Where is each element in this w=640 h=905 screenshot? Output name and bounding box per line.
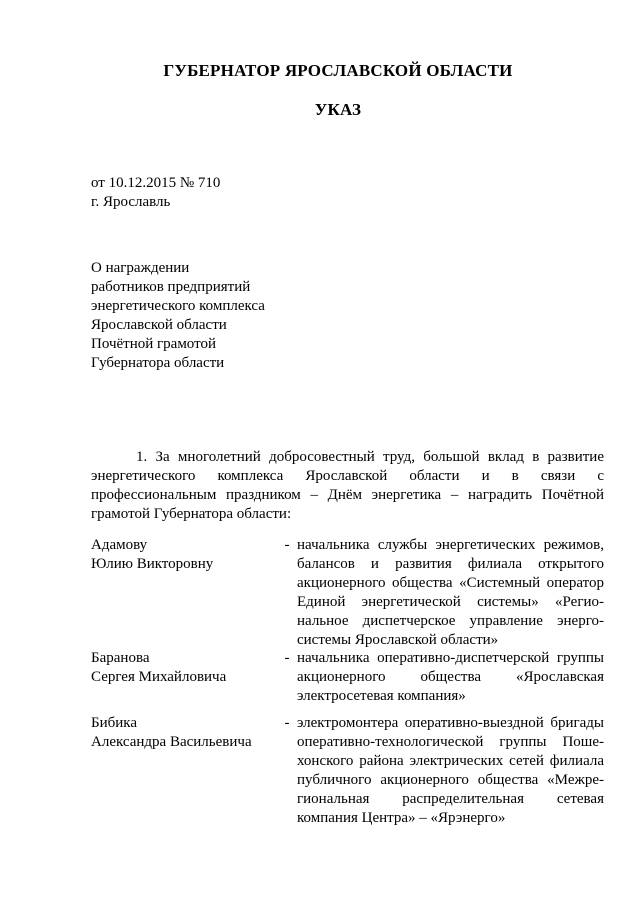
document-authority-title: ГУБЕРНАТОР ЯРОСЛАВСКОЙ ОБЛАСТИ: [163, 61, 513, 80]
position-line: компания Центра» – «Ярэнерго»: [297, 810, 506, 826]
list-dash: -: [284, 715, 290, 731]
awardee-name: [91, 714, 252, 752]
subject-line: работников предприятий: [91, 279, 251, 295]
awardee-position: [297, 714, 604, 828]
position-line: акционерного общества «Системный оператор: [297, 575, 604, 591]
list-dash: -: [284, 650, 290, 666]
awardee-given-names: Сергея Михайловича: [91, 669, 227, 685]
subject-line: Почётной грамотой: [91, 336, 216, 352]
date-number: от 10.12.2015 № 710: [91, 175, 221, 191]
document-meta: [91, 174, 220, 212]
paragraph-line: энергетического комплекса Ярославской области и в связи с: [91, 468, 604, 484]
awardee-surname: Бибика: [91, 715, 138, 731]
subject-line: энергетического комплекса: [91, 298, 265, 314]
awardee-name: [91, 649, 226, 687]
paragraph-line: грамотой Губернатора области:: [91, 506, 292, 522]
position-line: нальное диспетчерское управление энерго-: [297, 613, 604, 629]
position-line: электромонтера оперативно-выездной бригады: [297, 715, 604, 731]
subject-line: О награждении: [91, 260, 190, 276]
awardee-surname: Баранова: [91, 650, 150, 666]
position-line: системы Ярославской области»: [297, 632, 499, 648]
awardee-name: [91, 536, 213, 574]
list-dash: -: [284, 537, 290, 553]
position-line: гиональная распределительная сетевая: [297, 791, 604, 807]
subject-block: [91, 259, 265, 373]
position-line: Единой энергетической системы» «Регио-: [297, 594, 604, 610]
position-line: начальника службы энергетических режимов,: [297, 537, 604, 553]
position-line: хонского района электрических сетей филиала: [297, 753, 604, 769]
position-line: публичного акционерного общества «Межре-: [297, 772, 604, 788]
document-type-title: УКАЗ: [314, 100, 362, 119]
subject-line: Губернатора области: [91, 355, 225, 371]
awardee-position: [297, 536, 604, 650]
paragraph-line: 1. За многолетний добросовестный труд, большой вклад в развитие: [136, 449, 604, 465]
awardee-given-names: Александра Васильевича: [91, 734, 252, 750]
awardee-position: [297, 649, 604, 706]
awardee-given-names: Юлию Викторовну: [91, 556, 214, 572]
city: г. Ярославль: [91, 194, 171, 210]
position-line: начальника оперативно-диспетчерской группы: [297, 650, 604, 666]
awardee-surname: Адамову: [91, 537, 148, 553]
paragraph-line: профессиональным праздником – Днём энергетика – наградить Почётной: [91, 487, 604, 503]
position-line: акционерного общества «Ярославская: [297, 669, 604, 685]
position-line: электросетевая компания»: [297, 688, 466, 704]
subject-line: Ярославской области: [91, 317, 227, 333]
position-line: оперативно-технологической группы Поше-: [297, 734, 604, 750]
position-line: балансов и развития филиала открытого: [297, 556, 604, 572]
item-1-paragraph: [91, 448, 604, 524]
